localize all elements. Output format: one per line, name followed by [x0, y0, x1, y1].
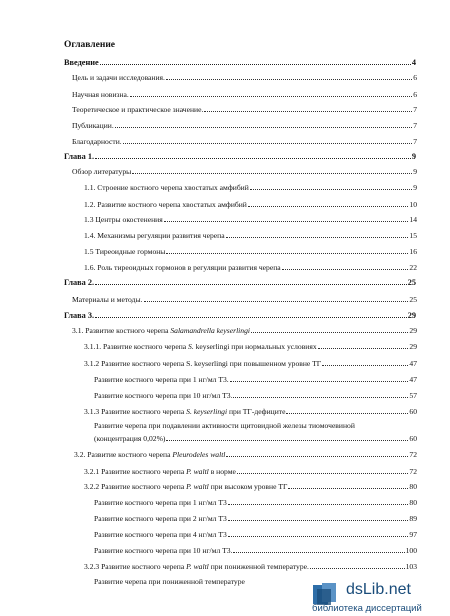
toc-entry-label: 1.4. Механизмы регуляции развития черепа: [84, 231, 225, 241]
toc-entry-label: Научная новизна.: [72, 90, 129, 100]
toc-entry[interactable]: [84, 244, 417, 256]
toc-dot-leader: [228, 504, 409, 505]
toc-title: Оглавление: [64, 40, 116, 50]
toc-entry-page: 60: [409, 434, 417, 444]
toc-entry-page: 72: [409, 467, 417, 477]
toc-entry-label: Развитие костного черепа при 1 нг/мл Т3: [94, 498, 227, 508]
toc-entry-label: Благодарности.: [72, 137, 122, 147]
toc-dot-leader: [250, 189, 412, 190]
toc-dot-leader: [248, 206, 409, 207]
toc-entry[interactable]: [72, 134, 417, 146]
toc-entry-label: Материалы и методы.: [72, 295, 143, 305]
toc-dot-leader: [233, 397, 408, 398]
toc-dot-leader: [322, 365, 408, 366]
toc-entry[interactable]: [84, 356, 417, 368]
toc-entry-label: Цель и задачи исследования.: [72, 73, 165, 83]
toc-entry-label: Публикации.: [72, 121, 114, 131]
toc-entry-page: 16: [409, 247, 417, 257]
toc-entry-page: 25: [407, 277, 416, 287]
toc-entry[interactable]: [84, 339, 417, 351]
toc-entry[interactable]: [84, 559, 417, 571]
toc-entry-page: 7: [413, 121, 417, 131]
toc-entry-label: 1.2. Развитие костного черепа хвостатых амфибий: [84, 200, 247, 210]
toc-dot-leader: [282, 269, 409, 270]
toc-dot-leader: [230, 381, 409, 382]
toc-entry[interactable]: [72, 292, 417, 304]
watermark-brand[interactable]: dsLib.net: [346, 581, 411, 598]
toc-entry[interactable]: [94, 418, 417, 430]
toc-entry-page: 60: [409, 407, 417, 417]
toc-entry-label: Обзор литературы: [72, 167, 132, 177]
toc-entry-page: 7: [413, 137, 417, 147]
toc-entry[interactable]: [72, 118, 417, 130]
toc-entry-page: 9: [413, 167, 417, 177]
toc-entry[interactable]: [84, 212, 417, 224]
toc-entry-page: 6: [413, 90, 417, 100]
toc-entry-page: 14: [409, 215, 417, 225]
toc-entry[interactable]: [74, 447, 417, 459]
toc-entry-page: 25: [409, 295, 417, 305]
toc-dot-leader: [100, 64, 411, 65]
toc-entry-label: Развитие костного черепа при 4 нг/мл Т3: [94, 530, 227, 540]
toc-entry-page: 9: [411, 151, 416, 161]
toc-entry[interactable]: [64, 308, 416, 320]
toc-entry-page: 72: [409, 450, 417, 460]
toc-entry-label: Развитие черепа при пониженной температуре: [94, 577, 245, 587]
toc-entry-page: 80: [409, 482, 417, 492]
toc-entry-label: 1.5 Тиреоидные гормоны: [84, 247, 166, 257]
toc-entry-label: 3.2.2 Развитие костного черепа P. waltl при высоком уровне ТГ: [84, 482, 288, 492]
toc-entry-page: 6: [413, 73, 417, 83]
toc-entry[interactable]: [84, 197, 417, 209]
toc-entry-label: 1.1. Строение костного черепа хвостатых амфибий: [84, 183, 249, 193]
toc-entry-label: Глава 1.: [64, 151, 95, 161]
toc-entry-label: 3.2.1 Развитие костного черепа P. waltl в норме: [84, 467, 236, 477]
toc-entry-page: 22: [409, 263, 417, 273]
toc-dot-leader: [95, 317, 407, 318]
toc-entry-label: 1.6. Роль тиреоидных гормонов в регуляции развития черепа: [84, 263, 281, 273]
toc-dot-leader: [164, 221, 409, 222]
toc-entry[interactable]: [84, 479, 417, 491]
toc-dot-leader: [226, 456, 408, 457]
toc-entry-label: 3.2.3 Развитие костного черепа P. waltl при пониженной температуре.: [84, 562, 309, 572]
toc-dot-leader: [166, 440, 408, 441]
toc-entry[interactable]: [64, 275, 416, 287]
toc-entry-label: Глава 2.: [64, 277, 95, 287]
toc-entry[interactable]: [64, 55, 416, 67]
toc-entry-label: Развитие костного черепа при 2 нг/мл Т3: [94, 514, 227, 524]
toc-entry-page: 80: [409, 498, 417, 508]
toc-dot-leader: [95, 158, 411, 159]
toc-entry-label: 3.1.2 Развитие костного черепа S. keyserlingi при повышенном уровне ТГ: [84, 359, 322, 369]
toc-entry-page: 9: [413, 183, 417, 193]
toc-entry-label: Глава 3.: [64, 310, 95, 320]
toc-dot-leader: [286, 413, 408, 414]
toc-entry-label: Развитие костного черепа при 1 нг/мл Т3.: [94, 375, 229, 385]
toc-dot-leader: [310, 568, 405, 569]
toc-entry-label: Теоретическое и практическое значение.: [72, 105, 204, 115]
toc-dot-leader: [226, 237, 409, 238]
toc-entry-page: 10: [409, 200, 417, 210]
toc-entry[interactable]: [94, 495, 417, 507]
toc-entry[interactable]: [72, 102, 417, 114]
toc-entry[interactable]: [94, 527, 417, 539]
toc-entry-label: Развитие костного черепа при 10 нг/мл Т3.: [94, 391, 233, 401]
toc-entry[interactable]: [94, 543, 417, 555]
toc-entry-label: 3.1.3 Развитие костного черепа S. keyserlingi при ТГ-дефиците: [84, 407, 286, 417]
toc-entry[interactable]: [84, 260, 417, 272]
toc-entry-page: 103: [405, 562, 417, 572]
toc-dot-leader: [251, 332, 408, 333]
toc-entry-page: 47: [409, 359, 417, 369]
toc-dot-leader: [237, 473, 409, 474]
toc-entry-page: 57: [409, 391, 417, 401]
toc-entry-label: (концентрация 0,02%): [94, 434, 166, 444]
toc-entry[interactable]: [84, 404, 417, 416]
toc-entry-page: 7: [413, 105, 417, 115]
toc-entry-page: 15: [409, 231, 417, 241]
toc-dot-leader: [95, 284, 407, 285]
toc-dot-leader: [318, 348, 409, 349]
toc-entry[interactable]: [94, 431, 417, 443]
toc-entry-label: Развитие костного черепа при 10 нг/мл Т3.: [94, 546, 233, 556]
toc-entry-page: 4: [411, 57, 416, 67]
toc-entry[interactable]: [94, 372, 417, 384]
toc-dot-leader: [166, 79, 412, 80]
toc-entry-label: Развитие черепа при подавлении активности щитовидной железы тиомочевиной: [94, 421, 355, 431]
toc-dot-leader: [115, 127, 412, 128]
toc-entry[interactable]: [94, 388, 417, 400]
toc-entry-page: 100: [405, 546, 417, 556]
toc-entry-page: 29: [409, 342, 417, 352]
toc-entry-page: 29: [409, 326, 417, 336]
toc-dot-leader: [166, 253, 408, 254]
toc-entry[interactable]: [64, 149, 416, 161]
toc-entry[interactable]: [72, 70, 417, 82]
toc-dot-leader: [288, 488, 408, 489]
toc-dot-leader: [228, 520, 409, 521]
toc-entry-label: Введение: [64, 57, 99, 67]
toc-entry[interactable]: [94, 574, 300, 586]
toc-entry-page: 47: [409, 375, 417, 385]
toc-entry[interactable]: [84, 180, 417, 192]
toc-dot-leader: [228, 536, 409, 537]
toc-entry-label: 1.3 Центры окостенения: [84, 215, 163, 225]
toc-dot-leader: [132, 173, 412, 174]
toc-entry[interactable]: [84, 464, 417, 476]
toc-dot-leader: [130, 96, 412, 97]
toc-entry[interactable]: [72, 87, 417, 99]
toc-entry-label: 3.1. Развитие костного черепа Salamandrella keyserlingi: [72, 326, 250, 336]
toc-dot-leader: [204, 111, 412, 112]
watermark-subtitle: библиотека диссертаций: [312, 603, 422, 614]
toc-dot-leader: [123, 143, 413, 144]
toc-entry[interactable]: [72, 164, 417, 176]
toc-dot-leader: [233, 552, 404, 553]
toc-entry[interactable]: [84, 228, 417, 240]
toc-entry-page: 89: [409, 514, 417, 524]
toc-entry-page: 29: [407, 310, 416, 320]
toc-entry-label: 3.2. Развитие костного черепа Pleurodeles waltl: [74, 450, 226, 460]
toc-entry-label: 3.1.1. Развитие костного черепа S. keyserlingi при нормальных условиях: [84, 342, 317, 352]
toc-entry-page: 97: [409, 530, 417, 540]
toc-entry[interactable]: [72, 323, 417, 335]
toc-dot-leader: [144, 301, 409, 302]
toc-entry[interactable]: [94, 511, 417, 523]
